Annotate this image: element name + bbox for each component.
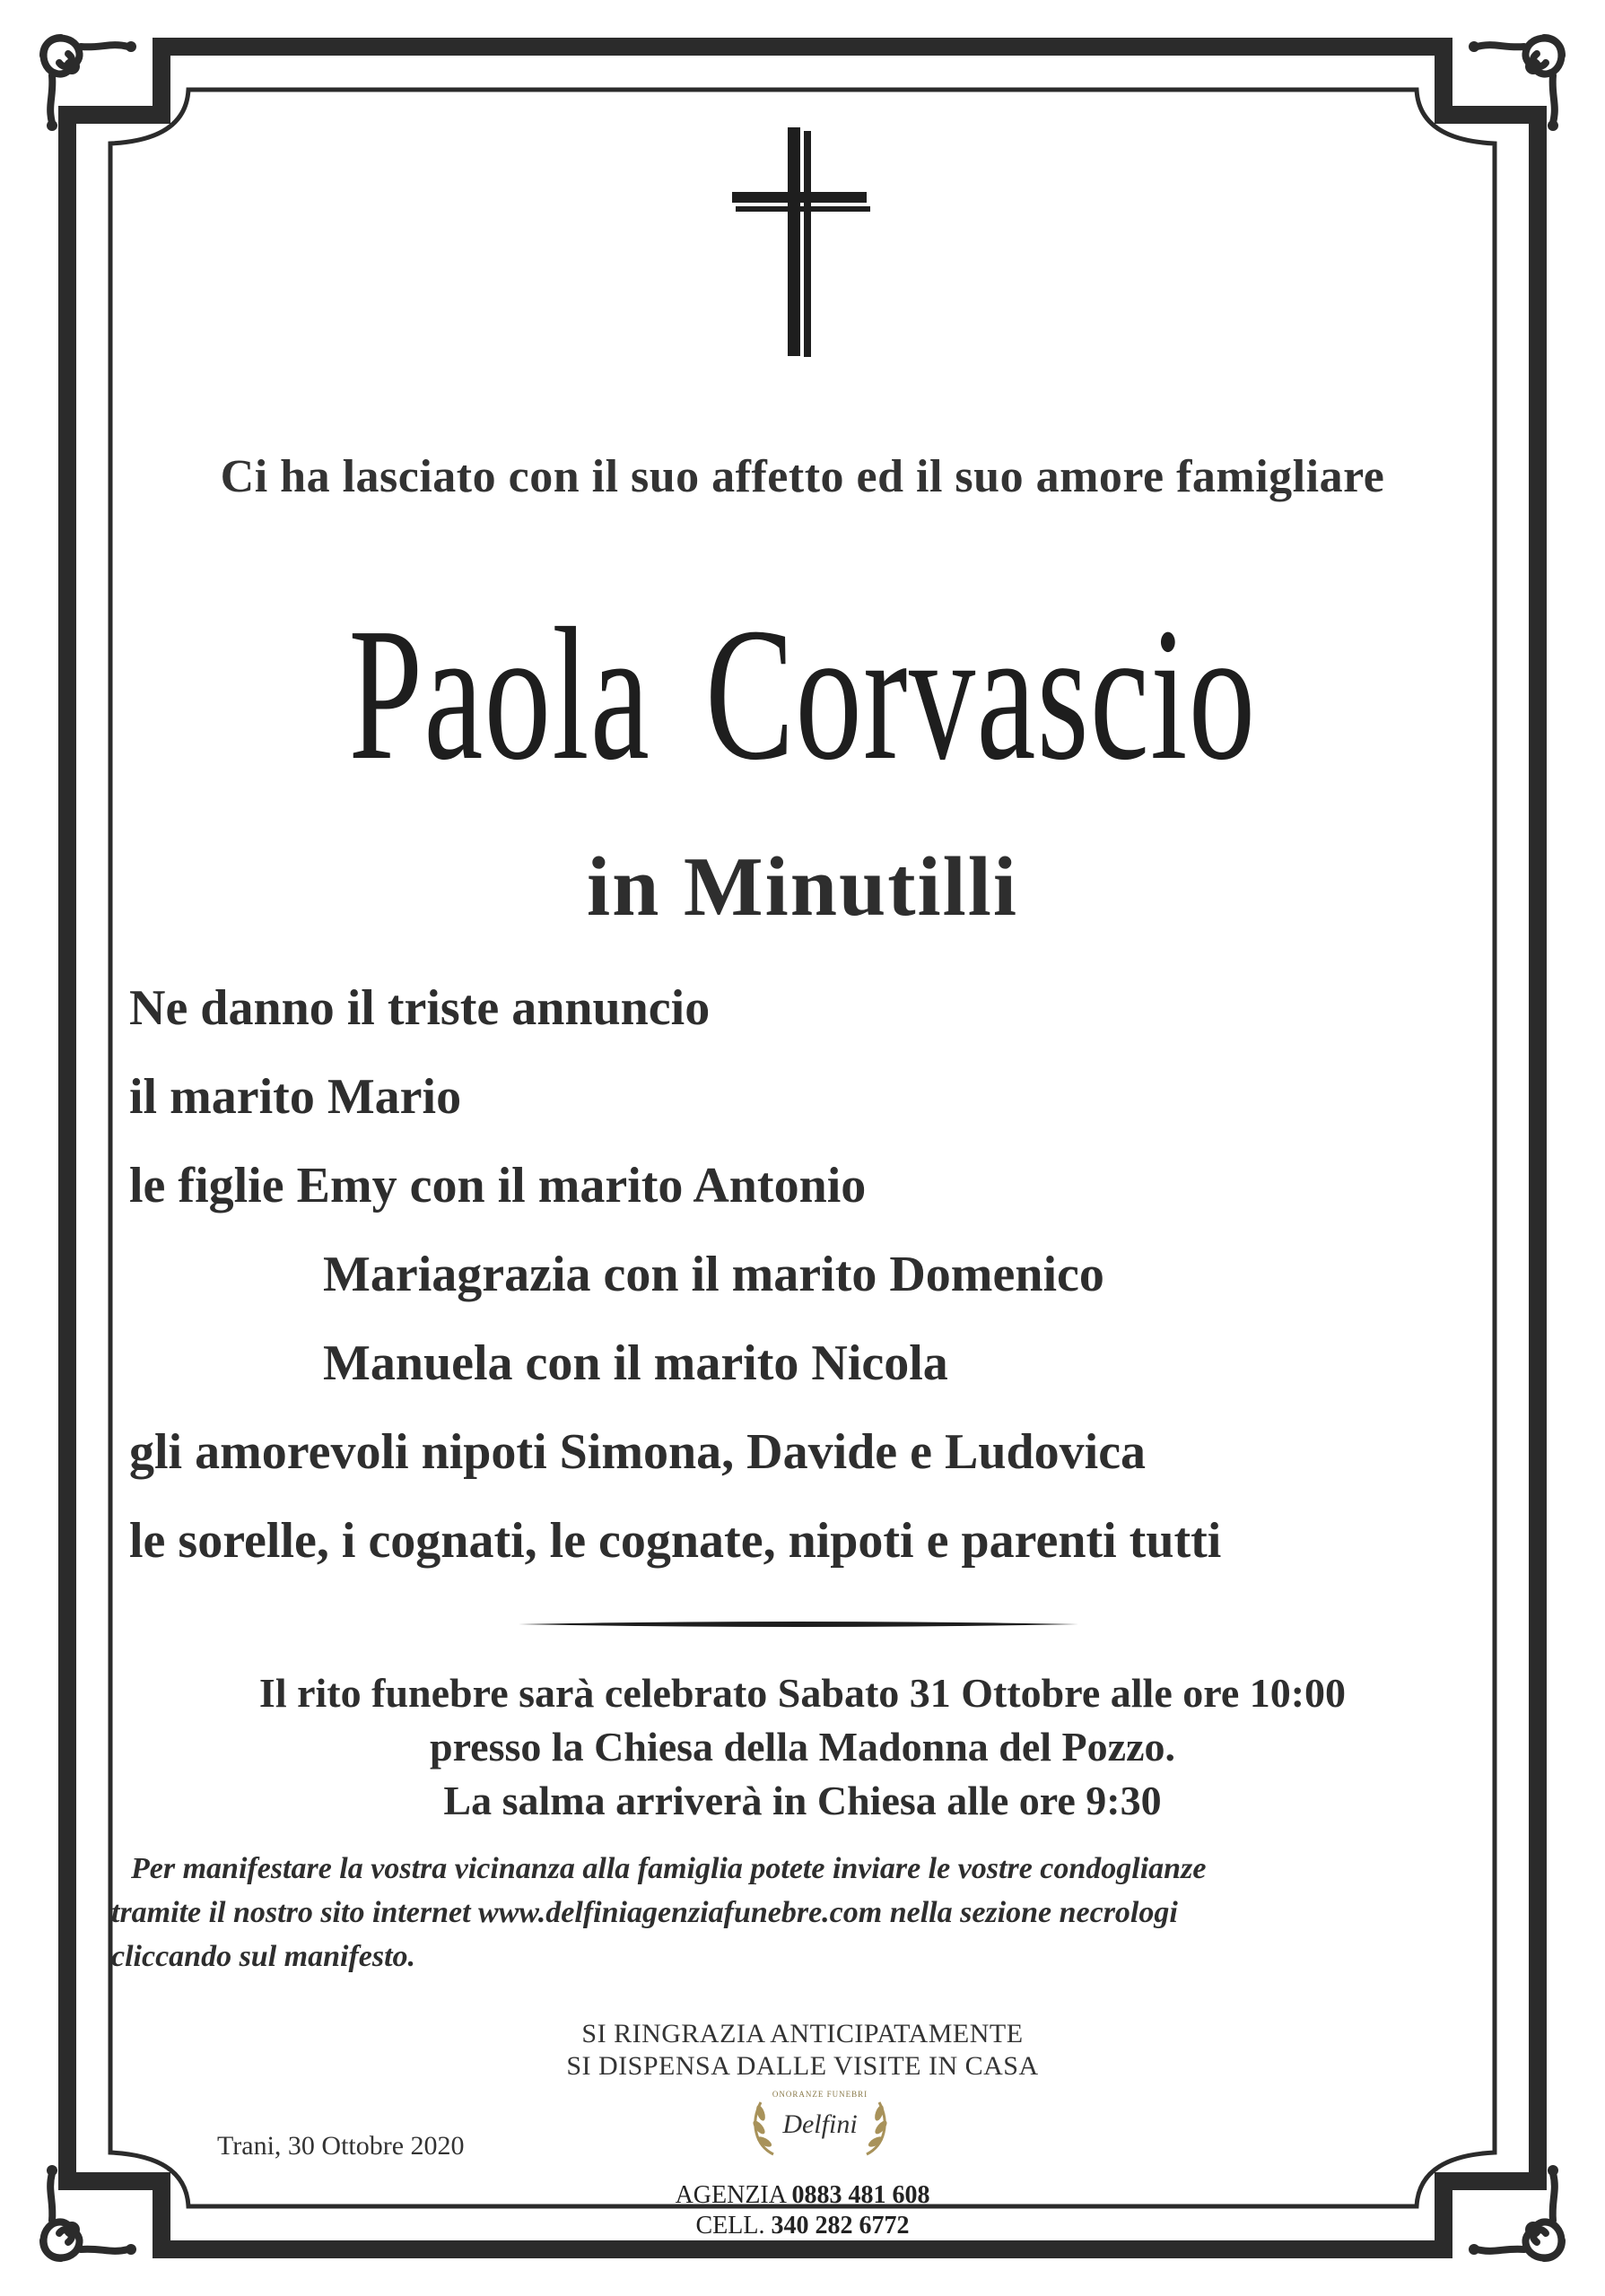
- thanks-note: [0, 2018, 1605, 2083]
- agency-phone: 0883 481 608: [791, 2181, 930, 2209]
- married-name: in Minutilli: [586, 840, 1019, 934]
- family-line: il marito Mario: [129, 1069, 462, 1125]
- family-line: Mariagrazia con il marito Domenico: [323, 1247, 1104, 1302]
- divider: [519, 1620, 1078, 1629]
- logo-name: Delfini: [782, 2109, 858, 2139]
- cross-icon: [732, 127, 872, 361]
- family-line: gli amorevoli nipoti Simona, Davide e Ludovica: [129, 1424, 1147, 1480]
- family-line: Ne danno il triste annuncio: [129, 980, 711, 1036]
- corner-ornament-icon: [1445, 20, 1580, 154]
- deceased-name: Paola Corvascio: [348, 588, 1257, 799]
- condolences-line: Per manifestare la vostra vicinanza alla famiglia potete inviare le vostre condoglianze: [131, 1852, 1207, 1885]
- funeral-line: presso la Chiesa della Madonna del Pozzo.: [429, 1724, 1175, 1770]
- thanks-line: SI RINGRAZIA ANTICIPATAMENTE: [581, 2019, 1024, 2048]
- agency-contacts: [0, 2179, 1605, 2240]
- condolences-line: tramite il nostro sito internet www.delfiniagenziafunebre.com nella sezione necrologi: [111, 1896, 1178, 1929]
- agency-phone-line: [0, 2179, 1605, 2210]
- funeral-line: La salma arriverà in Chiesa alle ore 9:30: [443, 1778, 1162, 1823]
- intro-text: Ci ha lasciato con il suo affetto ed il suo amore famigliare: [220, 451, 1385, 502]
- logo-top-text: ONORANZE FUNEBRI: [772, 2090, 868, 2099]
- corner-ornament-icon: [25, 20, 160, 154]
- family-line: le sorelle, i cognati, le cognate, nipoti e parenti tutti: [129, 1513, 1222, 1569]
- thanks-line: SI DISPENSA DALLE VISITE IN CASA: [566, 2051, 1039, 2081]
- family-line: Manuela con il marito Nicola: [323, 1335, 948, 1391]
- agency-logo: [737, 2083, 903, 2169]
- family-line: le figlie Emy con il marito Antonio: [129, 1158, 867, 1213]
- agency-label: AGENZIA: [675, 2181, 786, 2209]
- funeral-details: [0, 1666, 1605, 1828]
- funeral-line: Il rito funebre sarà celebrato Sabato 31 Ottobre alle ore 10:00: [258, 1670, 1347, 1716]
- agency-cell-line: [0, 2210, 1605, 2240]
- cell-label: CELL.: [695, 2212, 765, 2239]
- condolences-line: cliccando sul manifesto.: [111, 1940, 416, 1973]
- place-date: Trani, 30 Ottobre 2020: [217, 2131, 465, 2161]
- agency-cell: 340 282 6772: [771, 2212, 910, 2239]
- condolences-note: [111, 1848, 1511, 1979]
